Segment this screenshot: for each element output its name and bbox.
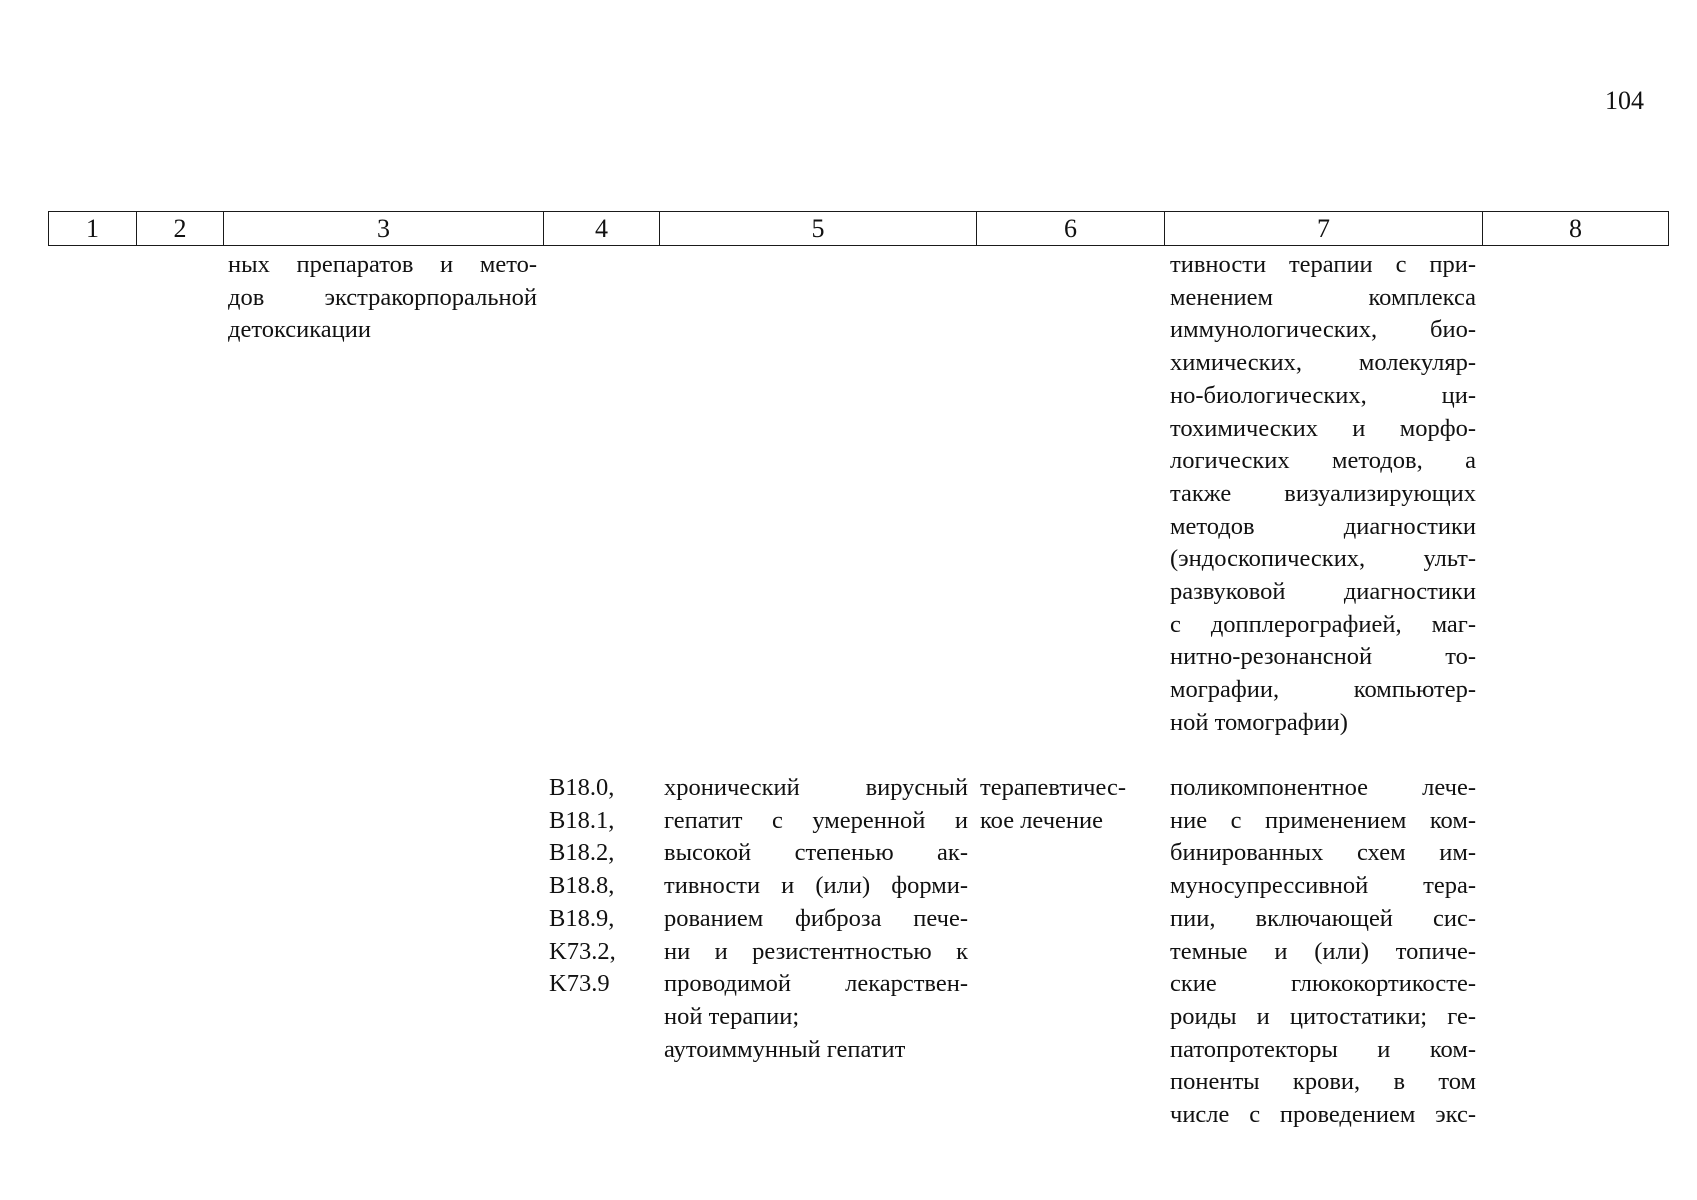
text-line: (эндоскопических, ульт- <box>1170 545 1476 573</box>
text-line: но-биологических, ци- <box>1170 381 1476 409</box>
icd-code: K73.2, <box>549 937 616 965</box>
header-cell-6: 6 <box>977 212 1165 246</box>
text-line: мографии, компьютер- <box>1170 676 1476 704</box>
text-line: ной терапии; <box>664 1002 800 1030</box>
row2-col5-diagnosis <box>664 772 968 1066</box>
text-line: бинированных схем им- <box>1170 839 1476 867</box>
header-cell-4: 4 <box>544 212 660 246</box>
text-line: числе с проведением экс- <box>1170 1101 1476 1129</box>
text-line: терапевтичес- <box>980 774 1126 801</box>
header-cell-3: 3 <box>224 212 544 246</box>
text-line: темные и (или) топиче- <box>1170 937 1476 965</box>
text-line: роиды и цитостатики; ге- <box>1170 1002 1476 1030</box>
icd-code: B18.8, <box>549 872 615 900</box>
text-line: логических методов, а <box>1170 447 1476 475</box>
text-line: поненты крови, в том <box>1170 1068 1476 1096</box>
column-number-header <box>48 211 1669 246</box>
header-cell-1: 1 <box>49 212 137 246</box>
page-number: 104 <box>1605 86 1644 115</box>
text-line: рованием фиброза пече- <box>664 904 968 932</box>
icd-code: B18.9, <box>549 904 615 932</box>
text-line: хронический вирусный <box>664 774 968 801</box>
text-line: аутоиммунный гепатит <box>664 1035 906 1063</box>
text-line: менением комплекса <box>1170 283 1476 311</box>
text-line: ские глюкокортикосте- <box>1170 970 1476 998</box>
header-cell-5: 5 <box>660 212 977 246</box>
header-cell-2: 2 <box>137 212 224 246</box>
text-line: кое лечение <box>980 806 1103 834</box>
row2-col4-codes <box>549 772 649 1001</box>
text-line: ной томографии) <box>1170 708 1348 736</box>
text-line: гепатит с умеренной и <box>664 806 968 834</box>
header-cell-7: 7 <box>1165 212 1483 246</box>
text-line: ние с применением ком- <box>1170 806 1476 834</box>
icd-code: B18.2, <box>549 839 615 867</box>
text-line: пии, включающей сис- <box>1170 904 1476 932</box>
icd-code: B18.1, <box>549 806 615 834</box>
row2-col7-treatment-method <box>1170 772 1476 1132</box>
text-line: иммунологических, био- <box>1170 316 1476 344</box>
text-line: детоксикации <box>228 316 371 344</box>
icd-code: B18.0, <box>549 774 615 801</box>
text-line: ни и резистентностью к <box>664 937 968 965</box>
text-line: муносупрессивной тера- <box>1170 872 1476 900</box>
row1-col3-text <box>228 249 537 347</box>
text-line: развуковой диагностики <box>1170 578 1476 606</box>
text-line: методов диагностики <box>1170 512 1476 540</box>
icd-code: K73.9 <box>549 970 610 998</box>
text-line: поликомпонентное лече- <box>1170 774 1476 801</box>
text-line: дов экстракорпоральной <box>228 283 537 311</box>
text-line: тивности и (или) форми- <box>664 872 968 900</box>
text-line: химических, молекуляр- <box>1170 349 1476 377</box>
text-line: тохимических и морфо- <box>1170 414 1476 442</box>
row1-col7-text <box>1170 249 1476 740</box>
text-line: высокой степенью ак- <box>664 839 968 867</box>
text-line: с допплерографией, маг- <box>1170 610 1476 638</box>
text-line: ных препаратов и мето- <box>228 251 537 278</box>
text-line: проводимой лекарствен- <box>664 970 968 998</box>
text-line: нитно-резонансной то- <box>1170 643 1476 671</box>
header-cell-8: 8 <box>1483 212 1669 246</box>
text-line: также визуализирующих <box>1170 479 1476 507</box>
text-line: патопротекторы и ком- <box>1170 1035 1476 1063</box>
row2-col6-treatment-type <box>980 772 1160 837</box>
text-line: тивности терапии с при- <box>1170 251 1476 278</box>
